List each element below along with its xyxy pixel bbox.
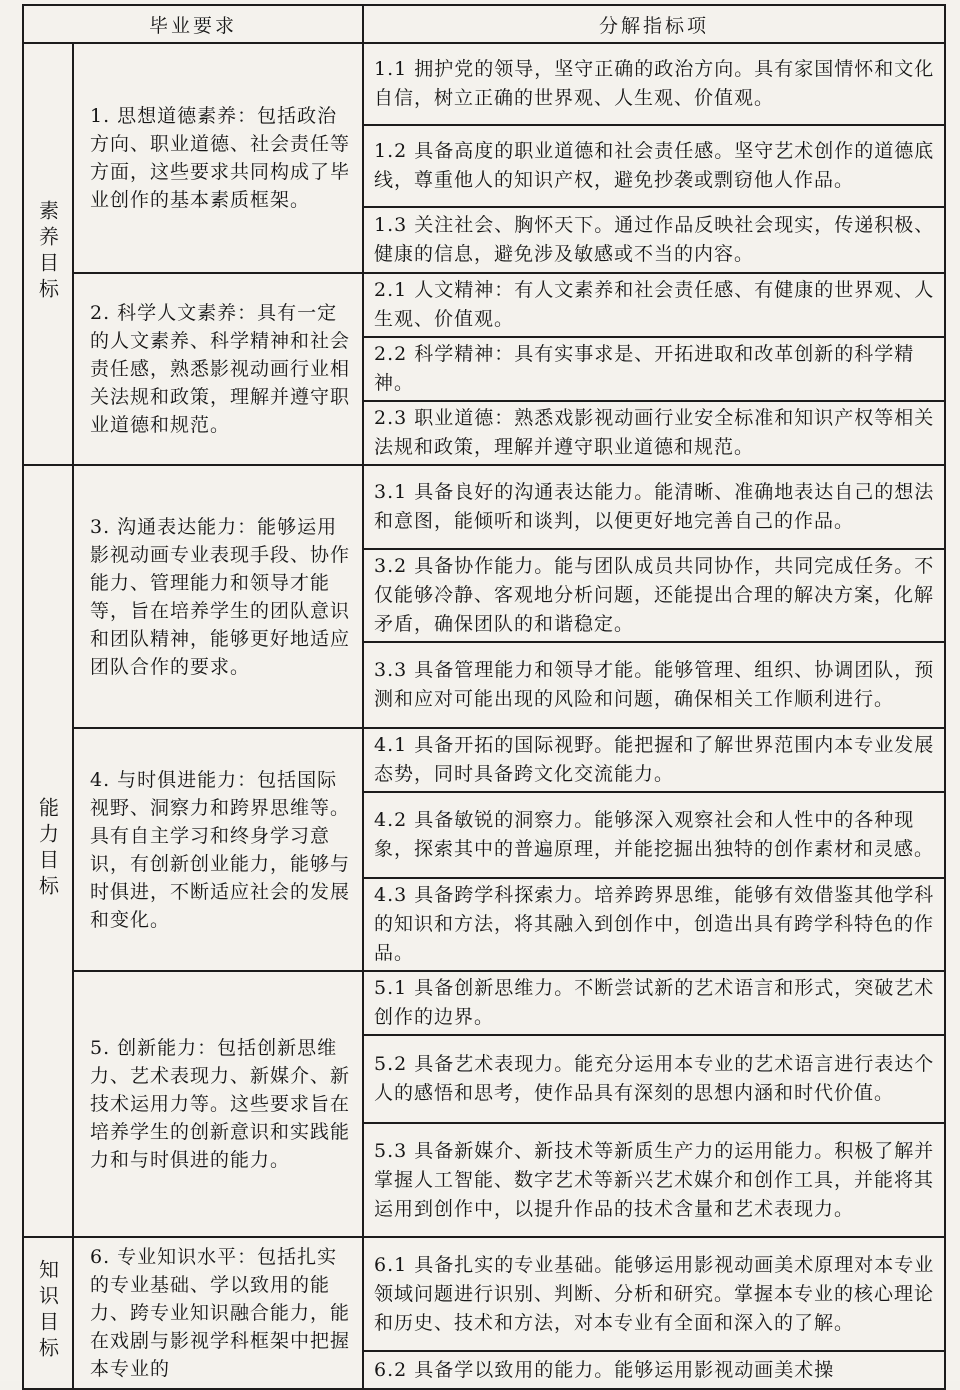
- table-row: [23, 971, 945, 1035]
- indicator-cell: 1.3 关注社会、胸怀天下。通过作品反映社会现实，传递积极、健康的信息，避免涉及敏感或不当的内容。: [363, 207, 945, 273]
- indicator-cell: 3.2 具备协作能力。能与团队成员共同协作，共同完成任务。不仅能够冷静、客观地分析问题，还能提出合理的解决方案，化解矛盾，确保团队的和谐稳定。: [363, 549, 945, 642]
- category-label: 素养目标: [35, 200, 60, 304]
- requirement-cell: [73, 971, 363, 1237]
- indicator-cell: 1.1 拥护党的领导，坚守正确的政治方向。具有家国情怀和文化自信，树立正确的世界观、人生观、价值观。: [363, 43, 945, 125]
- requirement-cell: [73, 43, 363, 273]
- requirement-text: 3. 沟通表达能力：能够运用影视动画专业表现手段、协作能力、管理能力和领导才能等，旨在培养学生的团队意识和团队精神，能够更好地适应团队合作的要求。: [90, 515, 351, 678]
- requirement-text: 6. 专业知识水平：包括扎实的专业基础、学以致用的能力、跨专业知识融合能力，能在戏剧与影视学科框架中把握本专业的: [90, 1246, 351, 1380]
- category-cell: [23, 1237, 73, 1389]
- indicator-cell: 2.1 人文精神：有人文素养和社会责任感、有健康的世界观、人生观、价值观。: [363, 273, 945, 337]
- requirement-cell: [73, 1237, 363, 1389]
- indicator-cell: 4.1 具备开拓的国际视野。能把握和了解世界范围内本专业发展态势，同时具备跨文化交流能力。: [363, 728, 945, 792]
- category-cell: [23, 465, 73, 1237]
- requirement-text: 5. 创新能力：包括创新思维力、艺术表现力、新媒介、新技术运用力等。这些要求旨在培养学生的创新意识和实践能力和与时俱进的能力。: [90, 1037, 351, 1171]
- indicator-cell: 1.2 具备高度的职业道德和社会责任感。坚守艺术创作的道德底线，尊重他人的知识产权，避免抄袭或剽窃他人作品。: [363, 125, 945, 207]
- indicator-cell: 6.2 具备学以致用的能力。能够运用影视动画美术操: [363, 1351, 945, 1389]
- header-requirement: 毕业要求: [23, 5, 363, 43]
- category-label: 能力目标: [35, 797, 60, 901]
- table-header-row: [23, 5, 945, 43]
- requirement-text: 2. 科学人文素养：具有一定的人文素养、科学精神和社会责任感，熟悉影视动画行业相关法规和政策，理解并遵守职业道德和规范。: [90, 302, 351, 436]
- requirement-text: 4. 与时俱进能力：包括国际视野、洞察力和跨界思维等。具有自主学习和终身学习意识，有创新创业能力，能够与时俱进，不断适应社会的发展和变化。: [90, 768, 351, 931]
- requirement-text: 1. 思想道德素养：包括政治方向、职业道德、社会责任等方面，这些要求共同构成了毕业创作的基本素质框架。: [90, 105, 351, 211]
- header-indicator: 分解指标项: [363, 5, 945, 43]
- indicator-cell: 2.3 职业道德：熟悉戏影视动画行业安全标准和知识产权等相关法规和政策，理解并遵守职业道德和规范。: [363, 401, 945, 465]
- category-cell: [23, 43, 73, 465]
- indicator-cell: 3.1 具备良好的沟通表达能力。能清晰、准确地表达自己的想法和意图，能倾听和谈判，以便更好地完善自己的作品。: [363, 465, 945, 549]
- indicator-cell: 5.3 具备新媒介、新技术等新质生产力的运用能力。积极了解并掌握人工智能、数字艺术等新兴艺术媒介和创作工具，并能将其运用到创作中，以提升作品的技术含量和艺术表现力。: [363, 1123, 945, 1237]
- indicator-cell: 6.1 具备扎实的专业基础。能够运用影视动画美术原理对本专业领域问题进行识别、判断、分析和研究。掌握本专业的核心理论和历史、技术和方法，对本专业有全面和深入的了解。: [363, 1237, 945, 1351]
- requirement-cell: [73, 273, 363, 465]
- table-row: [23, 465, 945, 549]
- indicator-cell: 4.2 具备敏锐的洞察力。能够深入观察社会和人性中的各种现象，探索其中的普遍原理，并能挖掘出独特的创作素材和灵感。: [363, 792, 945, 878]
- table-row: [23, 273, 945, 337]
- indicator-cell: 5.2 具备艺术表现力。能充分运用本专业的艺术语言进行表达个人的感悟和思考，使作品具有深刻的思想内涵和时代价值。: [363, 1035, 945, 1123]
- indicator-cell: 5.1 具备创新思维力。不断尝试新的艺术语言和形式，突破艺术创作的边界。: [363, 971, 945, 1035]
- indicator-cell: 4.3 具备跨学科探索力。培养跨界思维，能够有效借鉴其他学科的知识和方法，将其融入到创作中，创造出具有跨学科特色的作品。: [363, 878, 945, 971]
- graduation-requirements-table: [22, 4, 946, 1390]
- table-row: [23, 43, 945, 125]
- table-row: [23, 728, 945, 792]
- table-row: [23, 1237, 945, 1351]
- requirement-cell: [73, 465, 363, 728]
- indicator-cell: 3.3 具备管理能力和领导才能。能够管理、组织、协调团队，预测和应对可能出现的风险和问题，确保相关工作顺利进行。: [363, 642, 945, 728]
- indicator-cell: 2.2 科学精神：具有实事求是、开拓进取和改革创新的科学精神。: [363, 337, 945, 401]
- requirement-cell: [73, 728, 363, 971]
- category-label: 知识目标: [35, 1259, 60, 1363]
